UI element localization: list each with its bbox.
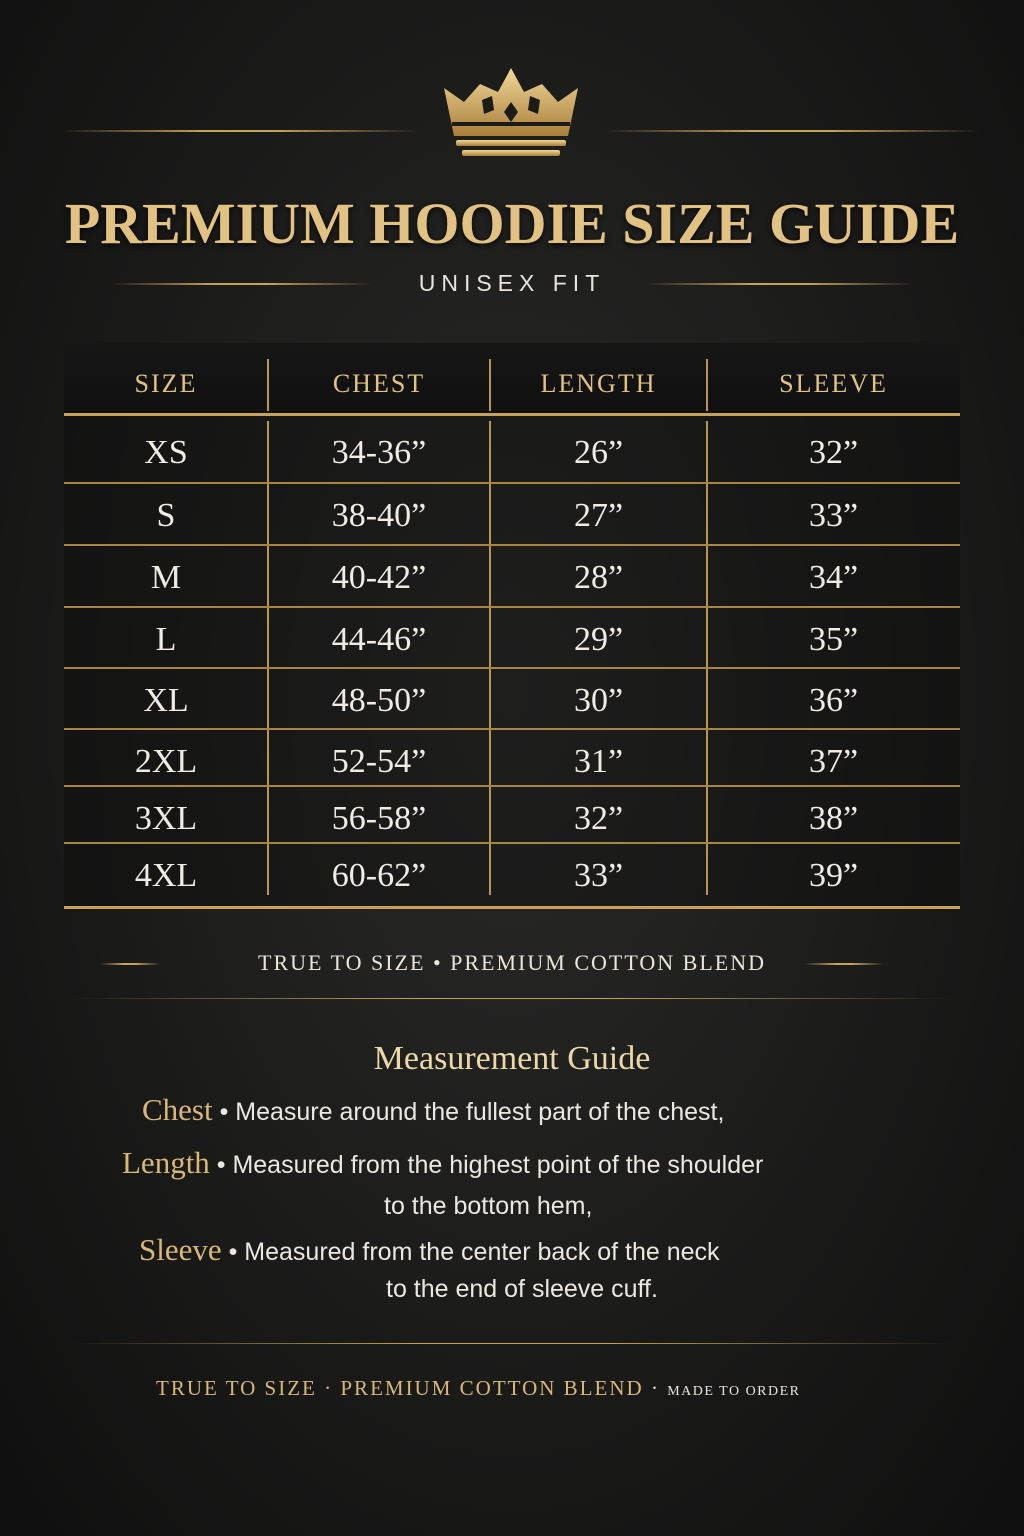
footer-divider [70,1343,954,1344]
cell-sleeve: 35” [808,621,859,658]
cell-length: 27” [573,497,624,534]
cell-sleeve: 39” [808,857,859,894]
column-header-length: LENGTH [540,369,657,398]
subtitle-rule-right [645,283,913,285]
fit-banner: TRUE TO SIZE • PREMIUM COTTON BLEND [258,950,766,975]
row-divider [64,842,960,844]
page-title: PREMIUM HOODIE SIZE GUIDE [64,191,960,256]
page-subtitle: UNISEX FIT [418,270,606,296]
table-header [64,343,960,415]
cell-length: 31” [573,743,624,780]
size-table [64,343,960,909]
column-header-chest: CHEST [332,369,426,398]
guide-item-sleeve [139,1232,720,1268]
measurement-guide-title: Measurement Guide [373,1040,651,1077]
cell-length: 26” [573,434,624,471]
footer-separator: · [643,1376,668,1400]
header-rule-left [60,130,420,132]
guide-term-chest: Chest [142,1092,213,1127]
header-rule-right [604,130,980,132]
cell-chest: 56-58” [331,800,427,837]
cell-chest: 48-50” [331,682,427,719]
cell-sleeve: 33” [808,497,859,534]
guide-item-chest [142,1092,724,1128]
cell-chest: 34-36” [331,434,427,471]
cell-length: 30” [573,682,624,719]
cell-size: 4XL [134,857,198,894]
cell-size: 3XL [134,800,198,837]
cell-chest: 38-40” [331,497,427,534]
guide-text-chest: • Measure around the fullest part of the chest, [212,1098,725,1126]
cell-sleeve: 37” [808,743,859,780]
row-divider [64,667,960,669]
cell-size: L [155,621,177,658]
cell-chest: 44-46” [331,621,427,658]
guide-text-sleeve-cont: to the end of sleeve cuff. [386,1275,658,1303]
guide-text-length-cont: to the bottom hem, [384,1192,593,1220]
cell-length: 29” [573,621,624,658]
column-header-size: SIZE [134,369,198,398]
cell-length: 33” [573,857,624,894]
cell-sleeve: 36” [808,682,859,719]
footer-made-to-order: MADE TO ORDER [667,1384,801,1399]
cell-size: XL [143,682,189,719]
cell-chest: 52-54” [331,743,427,780]
guide-text-length: • Measured from the highest point of the shoulder [209,1151,764,1179]
crown-icon [432,66,590,158]
cell-sleeve: 32” [808,434,859,471]
cell-length: 32” [573,800,624,837]
banner-divider [70,998,954,999]
cell-size: M [150,559,182,596]
row-divider [64,785,960,787]
column-header-sleeve: SLEEVE [779,369,888,398]
cell-size: 2XL [134,743,198,780]
guide-text-sleeve: • Measured from the center back of the neck [221,1238,720,1266]
guide-item-length [122,1145,763,1181]
footer-main: TRUE TO SIZE · PREMIUM COTTON BLEND [156,1376,644,1400]
cell-size: XS [144,434,188,471]
cell-chest: 40-42” [331,559,427,596]
cell-sleeve: 38” [808,800,859,837]
row-divider [64,728,960,730]
row-divider [64,606,960,608]
cell-chest: 60-62” [331,857,427,894]
banner-rule-right [804,963,884,965]
guide-term-length: Length [122,1145,210,1180]
footer-tagline [156,1376,801,1401]
row-divider [64,482,960,484]
cell-length: 28” [573,559,624,596]
row-divider [64,544,960,546]
guide-term-sleeve: Sleeve [139,1232,222,1267]
cell-size: S [156,497,176,534]
cell-sleeve: 34” [808,559,859,596]
